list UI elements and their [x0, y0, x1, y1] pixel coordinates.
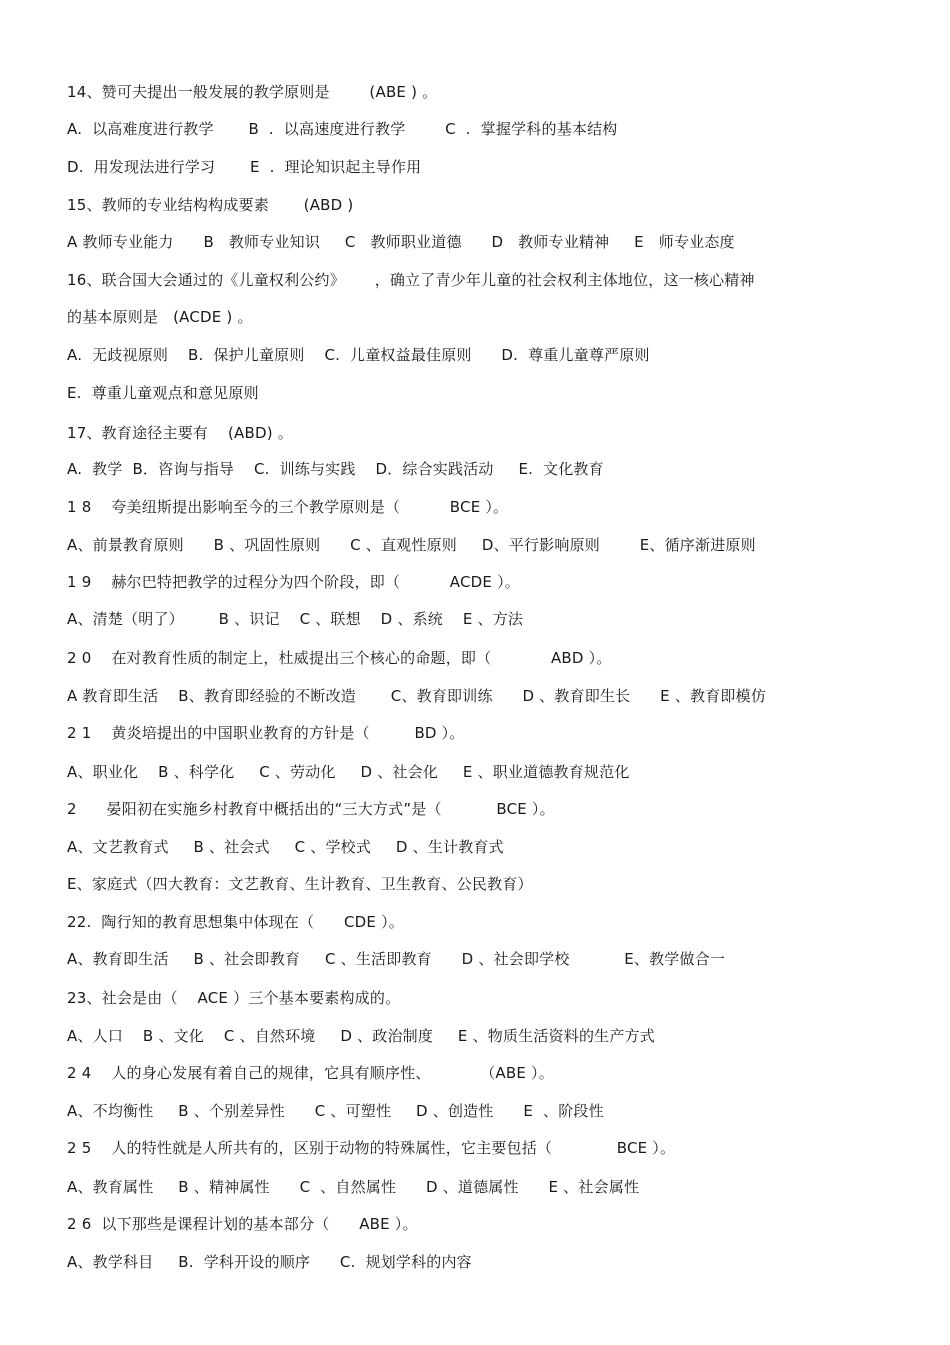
text-line: 1 8 夸美纽斯提出影响至今的三个教学原则是（ BCE ）。: [67, 498, 509, 516]
text-line: 14、赞可夫提出一般发展的教学原则是 (ABE ) 。: [67, 83, 438, 101]
text-line: A、教育属性 B 、精神属性 C 、自然属性 D 、道德属性 E 、社会属性: [67, 1178, 640, 1196]
text-line: 15、教师的专业结构构成要素 (ABD ): [67, 196, 354, 214]
text-line: 17、教育途径主要有 (ABD) 。: [67, 424, 293, 442]
text-line: A. 教学 B．咨询与指导 C. 训练与实践 D．综合实践活动 E. 文化教育: [67, 460, 604, 478]
text-line: 22. 陶行知的教育思想集中体现在（ CDE ）。: [67, 913, 404, 931]
text-line: 23、社会是由（ ACE ）三个基本要素构成的。: [67, 989, 401, 1007]
text-line: E、家庭式（四大教育：文艺教育、生计教育、卫生教育、公民教育）: [67, 875, 533, 893]
text-line: A、教育即生活 B 、社会即教育 C 、生活即教育 D 、社会即学校 E、教学做合一: [67, 950, 726, 968]
text-line: A、人口 B 、文化 C 、自然环境 D 、政治制度 E 、物质生活资料的生产方式: [67, 1027, 655, 1045]
text-line: 1 9 赫尔巴特把教学的过程分为四个阶段，即（ ACDE ）。: [67, 573, 520, 591]
text-line: 2 4 人的身心发展有着自己的规律，它具有顺序性、 （ABE ）。: [67, 1064, 554, 1082]
text-line: A. 以高难度进行教学 B . 以高速度进行教学 C . 掌握学科的基本结构: [67, 120, 618, 138]
text-line: A、清楚（明了） B 、识记 C 、联想 D 、系统 E 、方法: [67, 610, 524, 628]
text-line: A、前景教育原则 B 、巩固性原则 C 、直观性原则 D、平行影响原则 E、循序渐进原则: [67, 536, 756, 554]
text-line: 2 1 黄炎培提出的中国职业教育的方针是（ BD ）。: [67, 724, 465, 742]
text-line: D. 用发现法进行学习 E . 理论知识起主导作用: [67, 158, 422, 176]
text-line: A、不均衡性 B 、个别差异性 C 、可塑性 D 、创造性 E 、阶段性: [67, 1102, 604, 1120]
text-line: A、文艺教育式 B 、社会式 C 、学校式 D 、生计教育式: [67, 838, 504, 856]
text-line: 的基本原则是 (ACDE ) 。: [67, 308, 253, 326]
text-line: A 教育即生活 B、教育即经验的不断改造 C、教育即训练 D 、教育即生长 E 、教育即模仿: [67, 687, 767, 705]
text-line: A、教学科目 B. 学科开设的顺序 C. 规划学科的内容: [67, 1253, 472, 1271]
text-line: E. 尊重儿童观点和意见原则: [67, 384, 259, 402]
text-line: A 教师专业能力 B 教师专业知识 C 教师职业道德 D 教师专业精神 E 师专业态度: [67, 233, 735, 251]
text-line: 2 0 在对教育性质的制定上，杜威提出三个核心的命题，即（ ABD ）。: [67, 649, 612, 667]
text-line: A、职业化 B 、科学化 C 、劳动化 D 、社会化 E 、职业道德教育规范化: [67, 763, 630, 781]
text-line: 16、联合国大会通过的《儿童权利公约》 ，确立了青少年儿童的社会权利主体地位，这一核心精神: [67, 271, 755, 289]
text-line: 2 晏阳初在实施乡村教育中概括出的“三大方式”是（ BCE ）。: [67, 800, 555, 818]
text-line: A. 无歧视原则 B. 保护儿童原则 C. 儿童权益最佳原则 D. 尊重儿童尊严原则: [67, 346, 650, 364]
text-line: 2 6 以下那些是课程计划的基本部分（ ABE ）。: [67, 1215, 418, 1233]
text-line: 2 5 人的特性就是人所共有的，区别于动物的特殊属性，它主要包括（ BCE ）。: [67, 1139, 676, 1157]
